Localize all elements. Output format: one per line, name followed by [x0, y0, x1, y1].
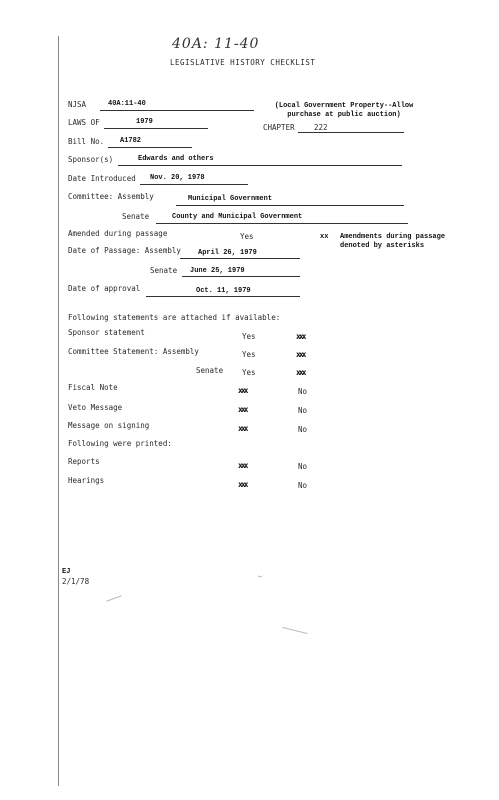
laws-of-line	[104, 128, 208, 129]
njsa-label: NJSA	[68, 100, 87, 109]
sponsor-line	[118, 165, 402, 166]
amendments-note: Amendments during passage denoted by asterisks	[340, 233, 446, 250]
bill-no-line	[108, 147, 192, 148]
passage-assembly-label: Date of Passage: Assembly	[68, 246, 181, 255]
chapter-value: 222	[314, 123, 328, 132]
bill-no-value: A1782	[120, 137, 142, 145]
footer-date: 2/1/78	[62, 577, 90, 586]
chapter-line	[298, 132, 404, 133]
printed-label: Hearings	[68, 476, 105, 485]
statement-label: Committee Statement: Assembly	[68, 347, 199, 356]
printed-yes: xxx	[238, 461, 247, 470]
title-note: (Local Government Property--Allow purchase at public auction)	[274, 102, 414, 119]
laws-of-label: LAWS OF	[68, 118, 100, 127]
committee-assembly-label: Committee: Assembly	[68, 192, 154, 201]
date-introduced-line	[140, 184, 248, 185]
committee-assembly-value: Municipal Government	[188, 195, 273, 203]
approval-value: Oct. 11, 1979	[196, 287, 251, 295]
sponsor-label: Sponsor(s)	[68, 155, 114, 164]
committee-senate-label: Senate	[122, 212, 150, 221]
statements-heading: Following statements are attached if available:	[68, 313, 281, 322]
approval-label: Date of approval	[68, 284, 141, 293]
statement-no: xxx	[296, 332, 305, 341]
passage-senate-label: Senate	[150, 266, 178, 275]
statement-yes: xxx	[238, 386, 247, 395]
njsa-line	[100, 110, 254, 111]
statement-yes: xxx	[238, 424, 247, 433]
printed-label: Reports	[68, 457, 100, 466]
date-introduced-label: Date Introduced	[68, 174, 136, 183]
statement-no: No	[298, 425, 308, 434]
statement-no: No	[298, 406, 308, 415]
statement-label: Senate	[196, 366, 224, 375]
statement-label: Message on signing	[68, 421, 150, 430]
amendments-mark: xx	[320, 233, 329, 241]
amended-label: Amended during passage	[68, 229, 168, 238]
bill-no-label: Bill No.	[68, 137, 105, 146]
statement-yes: Yes	[242, 368, 256, 377]
njsa-value: 40A:11-40	[108, 100, 146, 108]
passage-senate-value: June 25, 1979	[190, 267, 245, 275]
scan-smudge	[258, 576, 262, 578]
statement-label: Fiscal Note	[68, 383, 118, 392]
approval-line	[146, 296, 300, 297]
sponsor-value: Edwards and others	[138, 155, 214, 163]
statement-yes: xxx	[238, 405, 247, 414]
committee-senate-line	[156, 223, 408, 224]
page-title: LEGISLATIVE HISTORY CHECKLIST	[170, 58, 316, 67]
printed-yes: xxx	[238, 480, 247, 489]
footer-initials: EJ	[62, 568, 71, 576]
amended-value: Yes	[240, 232, 254, 241]
statement-no: No	[298, 387, 308, 396]
passage-assembly-value: April 26, 1979	[198, 249, 257, 257]
laws-of-value: 1979	[136, 118, 153, 126]
printed-no: No	[298, 481, 308, 490]
printed-heading: Following were printed:	[68, 439, 172, 448]
left-margin-line	[58, 36, 59, 786]
passage-senate-line	[182, 276, 300, 277]
statement-yes: Yes	[242, 350, 256, 359]
passage-assembly-line	[180, 258, 300, 259]
date-introduced-value: Nov. 20, 1978	[150, 174, 205, 182]
statement-label: Sponsor statement	[68, 328, 145, 337]
committee-senate-value: County and Municipal Government	[172, 213, 303, 221]
statement-label: Veto Message	[68, 403, 123, 412]
scan-smudge	[282, 627, 307, 634]
statement-yes: Yes	[242, 332, 256, 341]
committee-assembly-line	[176, 205, 404, 206]
handwritten-number: 40A: 11-40	[172, 36, 260, 52]
statement-no: xxx	[296, 350, 305, 359]
printed-no: No	[298, 462, 308, 471]
scan-smudge	[106, 595, 121, 601]
chapter-label: CHAPTER	[263, 123, 295, 132]
statement-no: xxx	[296, 368, 305, 377]
